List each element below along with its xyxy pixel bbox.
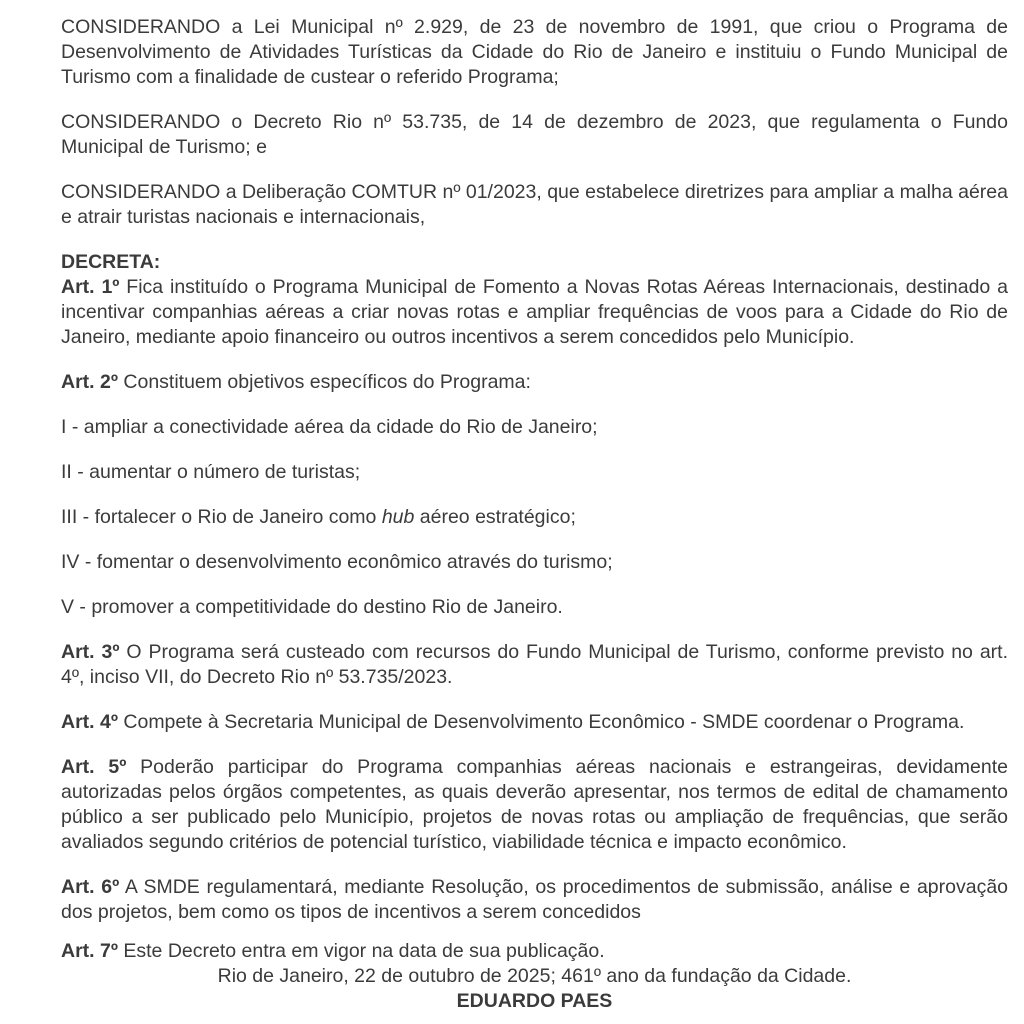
objective-item-iii-hub-term: hub <box>381 506 415 528</box>
dateline: Rio de Janeiro, 22 de outubro de 2025; 461º ano da fundação da Cidade. <box>217 965 852 987</box>
objective-item-iii-post: aéreo estratégico; <box>414 506 576 528</box>
article-7-label: Art. 7º <box>61 940 118 962</box>
article-2-label: Art. 2º <box>61 371 118 393</box>
article-4-label: Art. 4º <box>61 711 118 733</box>
article-3-label: Art. 3º <box>61 641 120 663</box>
article-5-text: Poderão participar do Programa companhias aéreas nacionais e estrangeiras, devidamente autorizadas pelos órgãos competentes, as quais deverão apresentar, nos termos de edital de chamamento público a ser publicado pelo Município, projetos de novas rotas ou ampliação de frequências, que serão avaliados segundo critérios de potencial turístico, viabilidade técnica e impacto econômico. <box>61 756 1009 853</box>
objective-item-i: I - ampliar a conectividade aérea da cidade do Rio de Janeiro; <box>61 416 598 438</box>
objective-item-iv: IV - fomentar o desenvolvimento econômico através do turismo; <box>61 551 613 573</box>
article-7 <box>61 939 1008 964</box>
decreta-label: DECRETA: <box>61 251 161 273</box>
objective-item-ii: II - aumentar o número de turistas; <box>61 461 361 483</box>
objective-item-v: V - promover a competitividade do destino Rio de Janeiro. <box>61 596 563 618</box>
considerando-paragraph-3: CONSIDERANDO a Deliberação COMTUR nº 01/2023, que estabelece diretrizes para ampliar a malha aérea e atrair turistas nacionais e internacionais, <box>61 181 1008 228</box>
article-7-text: Este Decreto entra em vigor na data de sua publicação. <box>117 940 605 962</box>
objective-item-iii <box>61 505 1008 530</box>
article-6-label: Art. 6º <box>61 876 120 898</box>
objective-item-iii-pre: III - fortalecer o Rio de Janeiro como <box>61 506 382 528</box>
article-5-label: Art. 5º <box>61 756 127 778</box>
considerando-paragraph-1: CONSIDERANDO a Lei Municipal nº 2.929, de 23 de novembro de 1991, que criou o Programa de Desenvolvimento de Atividades Turísticas da Cidade do Rio de Janeiro e instituiu o Fundo Municipal de Turismo com a finalidade de custear o referido Programa; <box>61 16 1008 88</box>
article-1-label: Art. 1º <box>61 276 120 298</box>
considerando-paragraph-2: CONSIDERANDO o Decreto Rio nº 53.735, de 14 de dezembro de 2023, que regulamenta o Fundo Municipal de Turismo; e <box>61 111 1008 158</box>
article-2-text: Constituem objetivos específicos do Programa: <box>117 371 531 393</box>
signature-name: EDUARDO PAES <box>456 990 613 1012</box>
article-1-text: Fica instituído o Programa Municipal de Fomento a Novas Rotas Aéreas Internacionais, destinado a incentivar companhias aéreas a criar novas rotas e ampliar frequências de voos para a Cidade do Rio de Janeiro, mediante apoio financeiro ou outros incentivos a serem concedidos pelo Município. <box>61 276 1008 348</box>
article-3 <box>61 640 1008 690</box>
article-4 <box>61 710 1008 735</box>
article-6 <box>61 875 1008 925</box>
article-4-text: Compete à Secretaria Municipal de Desenvolvimento Econômico - SMDE coordenar o Programa. <box>117 711 965 733</box>
article-3-text: O Programa será custeado com recursos do Fundo Municipal de Turismo, conforme previsto no art. 4º, inciso VII, do Decreto Rio nº 53.735/2023. <box>61 641 1008 688</box>
article-1 <box>61 275 1008 350</box>
decreta-heading <box>61 250 1008 275</box>
article-2 <box>61 370 1008 395</box>
article-5 <box>61 755 1008 855</box>
article-6-text: A SMDE regulamentará, mediante Resolução, os procedimentos de submissão, análise e aprovação dos projetos, bem como os tipos de incentivos a serem concedidos <box>61 876 1009 923</box>
